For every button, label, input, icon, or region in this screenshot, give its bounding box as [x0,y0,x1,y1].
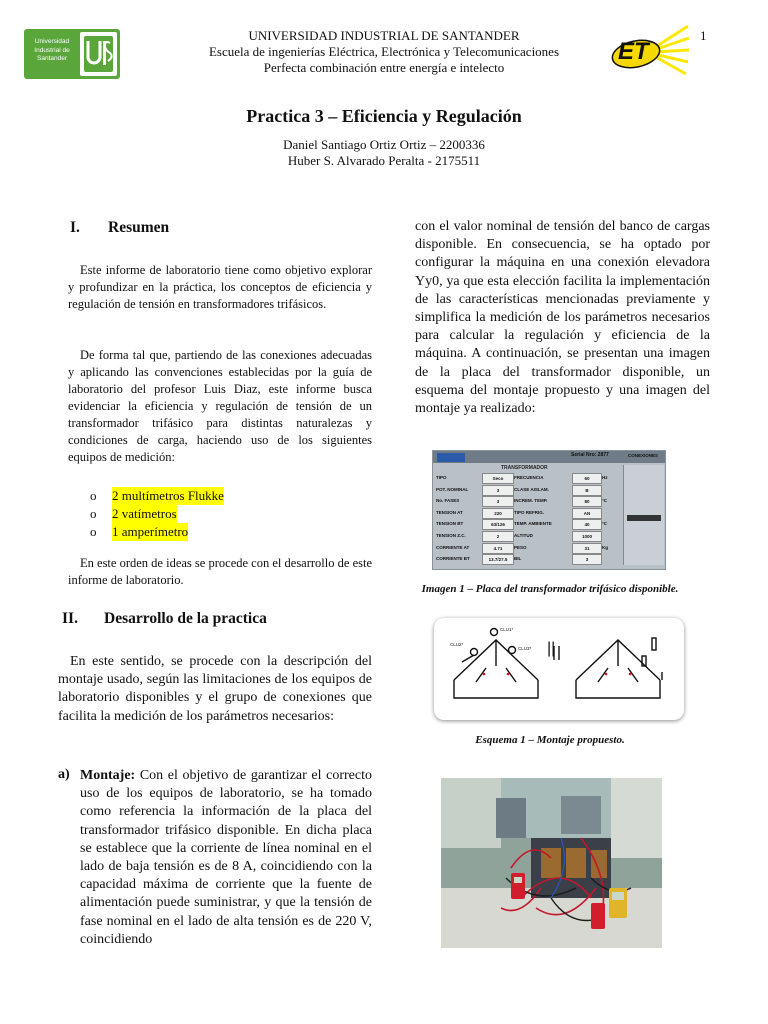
author-2: Huber S. Alvarado Peralta - 2175511 [287,153,481,168]
nameplate-cell: CLASE AISLAM. [514,486,549,492]
montaje-text [80,767,372,949]
nameplate-cell: ALTITUD [514,533,533,538]
list-item [90,505,224,523]
section-heading-desarrollo [62,610,267,628]
nameplate-image [432,450,666,570]
list-item [90,523,224,541]
nameplate-cell: INCREM. TEMP. [514,498,548,504]
nameplate-cell: CORRIENTE AT [436,544,470,550]
nameplate-cell: CORRIENTE BT [436,556,470,562]
nameplate-cell: AN [572,508,602,519]
nameplate-cell: 220 [482,508,514,519]
nameplate-cell: 13.7/27.5 [482,554,514,565]
nameplate-row [436,543,622,553]
desarrollo-paragraph: En este sentido, se procede con la descripción del montaje usado, según las limitaciones de los equipos de laboratorio disponibles y el grupo de conexiones que facilita la medición de los parámetros necesarios: [58,654,372,724]
section-title: Desarrollo de la practica [104,610,267,627]
nameplate-cell: B [572,485,602,496]
section-number: I. [70,219,80,236]
nameplate-cell: Kg [602,544,608,550]
nameplate-cell: 80 [572,496,602,507]
header-university: UNIVERSIDAD INDUSTRIAL DE SANTANDER [248,28,520,43]
nameplate-cell: 4.71 [482,543,514,554]
list-item-text: 2 multímetros Flukke [112,488,224,503]
paper-title: Practica 3 – Eficiencia y Regulación [246,106,522,126]
caption-nameplate: Imagen 1 – Placa del transformador trifásico disponible. [421,583,679,595]
nameplate-cell: TENSION BT [436,521,464,527]
bullet-icon: o [90,488,97,503]
nameplate-cell: 60 [572,473,602,484]
author-1: Daniel Santiago Ortiz Ortiz – 2200336 [283,137,485,152]
nameplate-cell: Seco [482,473,514,484]
nameplate-cell: 3 [482,496,514,507]
section-title: Resumen [108,219,170,236]
item-label: a) [58,767,70,782]
et-logo [608,20,690,80]
logo-text-line: Universidad [34,38,70,45]
equipment-list [90,487,224,541]
nameplate-row [436,485,622,495]
montaje-label: Montaje: [80,768,136,783]
bullet-icon: o [90,506,97,521]
logo-text-line: Santander [37,55,67,62]
nameplate-cell: PESO [514,544,527,550]
section-heading-resumen [70,219,169,237]
nameplate-cell: Hz [602,475,608,480]
page-number: 1 [700,28,707,43]
nameplate-cell: °C [602,521,608,527]
nameplate-cell: FRECUENCIA [514,475,544,480]
schematic-separator: || [547,640,556,657]
nameplate-row [436,519,622,529]
schematic-label: CLU3* [518,646,532,651]
header-school: Escuela de ingenierías Eléctrica, Electrónica y Telecomunicaciones [208,44,560,59]
nameplate-heading: TRANSFORMADOR [501,465,548,471]
schematic-label: CLU2* [450,642,464,647]
list-item-text: 2 vatímetros [112,506,177,521]
bullet-icon: o [90,524,97,539]
assembly-photo [441,778,662,948]
section-number: II. [62,610,78,627]
schematic-diagram [434,618,684,720]
montaje-body: Con el objetivo de garantizar el correcto uso de los equipos de laboratorio, se ha tomado como referencia la información de la placa del transformador trifásico disponible. En dicha placa se establece que la corriente de línea nominal en el lado de baja tensión es de 8 A, coincidiendo con la capacidad máxima de corriente que la fuente de alimentación puede suministrar, y que la tensión de fase nominal en el lado de alta tensión es de 220 V, coincidiendo [80,768,372,947]
nameplate-cell: 40 [572,519,602,530]
nameplate-cell: 63/126 [482,519,514,530]
nameplate-cell: TEMP. AMBIENTE [514,521,552,527]
logo-text-line: Industrial de [34,46,70,54]
right-column-paragraph: con el valor nominal de tensión del banco de cargas disponible. En consecuencia, se ha optado por configurar la máquina en una conexión elevadora Yy0, ya que esta elección facilita la implementación de las características mencionadas previamente y simplifica la medición de los parámetros necesarios para calcular la regulación y eficiencia de la máquina. A continuación, se presentan una imagen de la placa del transformador disponible, un esquema del montaje propuesto y una imagen del montaje ya realizado: [415,219,710,417]
header-slogan: Perfecta combinación entre energía e intelecto [263,60,505,75]
schematic-label: CLU1* [500,627,514,632]
resumen-paragraph-2: De forma tal que, partiendo de las conexiones adecuadas y aplicando las convenciones establecidas por la guía de laboratorio del profesor Luis Diaz, este informe busca evidenciar la eficiencia y regulación de tensión de un transformador trifásico para distintas naturalezas y condiciones de carga, haciendo uso de los siguientes equipos de medición: [68,348,372,464]
nameplate-cell: 3 [482,485,514,496]
nameplate-cell: BIL [514,556,522,562]
et-logo-text: ET [618,38,649,65]
list-item-text: 1 amperímetro [112,524,189,539]
nameplate-row [436,473,622,483]
resumen-paragraph-1: Este informe de laboratorio tiene como objetivo explorar y profundizar en la práctica, los conceptos de eficiencia y regulación de tensión en transformadores trifásicos. [68,263,372,311]
caption-schematic: Esquema 1 – Montaje propuesto. [475,734,625,746]
nameplate-cell: 3 [572,554,602,565]
nameplate-cell: POT. NOMINAL [436,486,469,492]
nameplate-row [436,554,622,564]
nameplate-row [436,496,622,506]
nameplate-cell: TIPO [436,475,447,480]
nameplate-cell: 1000 [572,531,602,542]
nameplate-cell: TENSION AT [436,509,463,515]
nameplate-cell: TIPO REFRIG. [514,509,545,515]
logo-text [26,38,78,64]
nameplate-cell: TENSION Z.C. [436,533,466,538]
nameplate-cell: 2 [482,531,514,542]
list-item [90,487,224,505]
nameplate-cell: No. FASES [436,498,460,504]
resumen-paragraph-3: En este orden de ideas se procede con el desarrollo de este informe de laboratorio. [68,556,372,587]
nameplate-side-heading: CONEXIONES [628,453,659,458]
university-logo [24,29,120,79]
nameplate-row [436,508,622,518]
nameplate-cell: 31 [572,543,602,554]
nameplate-serial: Serial Nro: 2877 [571,452,609,458]
nameplate-cell: °C [602,498,608,504]
nameplate-row [436,531,622,541]
